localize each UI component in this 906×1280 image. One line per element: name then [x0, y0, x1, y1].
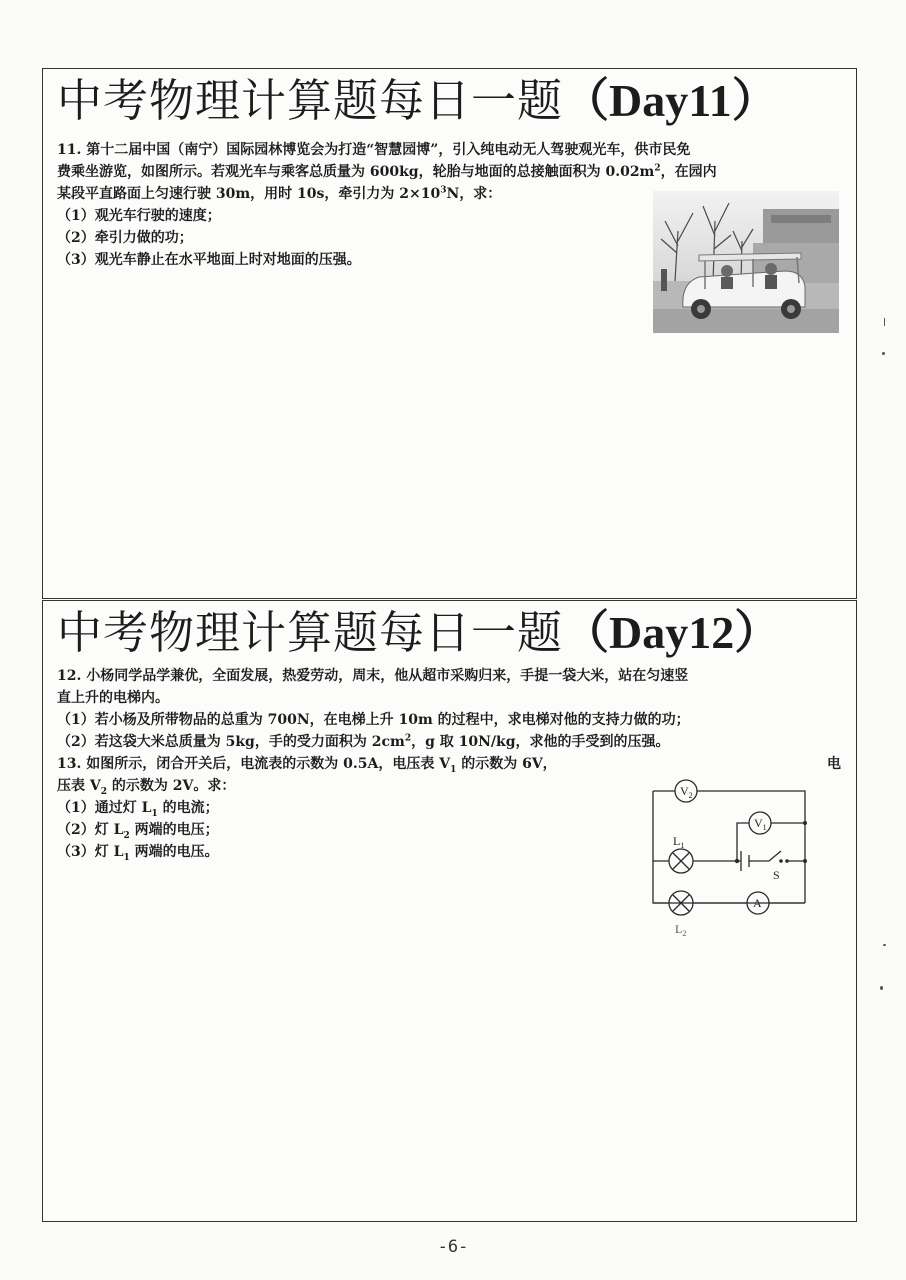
label-s: S [773, 868, 780, 882]
q12-part-2: （2）若这袋大米总质量为 5kg，手的受力面积为 $2cm^2$，g 取 10N/kg，求他的手受到的压强。 [57, 733, 670, 750]
label-a: A [753, 896, 762, 910]
q11-part-1: （1）观光车行驶的速度； [57, 208, 221, 224]
q13-line-1-tail: 电 [827, 756, 841, 772]
circuit-battery-switch [737, 851, 805, 871]
day11-panel [42, 68, 857, 599]
q12-line-2: 直上升的电梯内。 [57, 690, 169, 706]
scan-speck [884, 318, 885, 326]
question-12 [57, 665, 690, 753]
q11-part-2: （2）牵引力做的功； [57, 230, 193, 246]
q11-line-3: 某段平直路面上匀速行驶 30m，用时 10s，牵引力为 $2\times 10^3N$，求： [57, 185, 502, 202]
scan-speck [882, 352, 885, 355]
q13-part-2: （2）灯 $L_2$ 两端的电压； [57, 822, 219, 841]
day12-title: 中考物理计算题每日一题（Day12） [57, 606, 781, 659]
q13-line-2: 压表 $V_2$ 的示数为 2V。求： [57, 778, 236, 797]
sightseeing-car-photo [653, 191, 839, 333]
q13-part-3: （3）灯 $L_1$ 两端的电压。 [57, 844, 219, 863]
q12-part-1: （1）若小杨及所带物品的总重为 700N，在电梯上升 10m 的过程中，求电梯对他的支持力做的功； [57, 712, 690, 728]
q11-part-3: （3）观光车静止在水平地面上时对地面的压强。 [57, 252, 361, 268]
q11-line-1: 11. 第十二届中国（南宁）国际园林博览会为打造“智慧园博”，引入纯电动无人驾驶观光车，供市民免 [57, 142, 691, 158]
question-13 [57, 753, 557, 863]
circuit-v1-branch [737, 823, 805, 861]
scan-speck [883, 944, 886, 946]
day12-panel [42, 600, 857, 1222]
q12-line-1: 12. 小杨同学品学兼优，全面发展，热爱劳动，周末，他从超市采购归来，手提一袋大米，站在匀速竖 [57, 668, 689, 684]
q13-line-1: 13. 如图所示，闭合开关后，电流表的示数为 0.5A，电压表 $V_1$ 的示数为 6V， [57, 756, 557, 775]
label-l1: $L_1$ [673, 834, 685, 850]
label-l2: $L_2$ [675, 922, 687, 938]
q13-part-1: （1）通过灯 $L_1$ 的电流； [57, 800, 219, 819]
page-number: -6- [437, 1237, 469, 1257]
label-v1: $V_1$ [754, 816, 767, 832]
q11-line-2: 费乘坐游览，如图所示。若观光车与乘客总质量为 600kg，轮胎与地面的总接触面积为 $0.02m^2$，在园内 [57, 163, 717, 180]
circuit-diagram [639, 775, 809, 965]
question-11 [57, 139, 717, 271]
label-v2: $V_2$ [680, 784, 693, 800]
scan-speck [880, 986, 883, 990]
day11-title: 中考物理计算题每日一题（Day11） [57, 74, 778, 127]
